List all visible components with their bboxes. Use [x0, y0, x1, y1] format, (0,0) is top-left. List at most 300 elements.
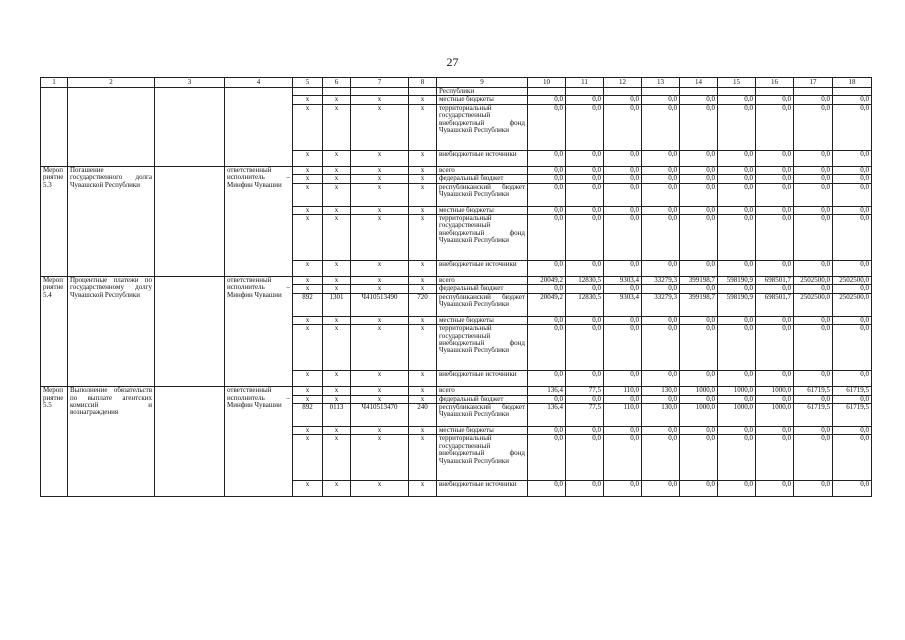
value-cell: 0,0 [756, 104, 794, 150]
value-cell: 0,0 [718, 481, 756, 497]
value-cell: 2502500,0 [794, 293, 833, 316]
code-cell-x: х [323, 150, 351, 166]
code-cell-x: х [323, 277, 351, 285]
value-cell: 0,0 [566, 316, 604, 324]
code-cell-x: х [351, 371, 409, 387]
value-cell: 0,0 [566, 325, 604, 371]
value-cell: 0,0 [528, 150, 566, 166]
budget-code-cell: 240 [409, 404, 437, 427]
code-cell-x: х [409, 316, 437, 324]
value-cell: 0,0 [756, 150, 794, 166]
budget-code-cell: Ч410513470 [351, 404, 409, 427]
value-cell: 0,0 [794, 215, 833, 261]
value-cell: 33279,3 [642, 293, 680, 316]
code-cell-x: х [351, 435, 409, 481]
value-cell: 2502500,0 [794, 277, 833, 285]
value-cell: 1000,0 [756, 387, 794, 395]
code-cell-x: х [293, 166, 323, 174]
value-cell: 0,0 [680, 150, 718, 166]
value-cell: 0,0 [604, 183, 642, 206]
value-cell: 20049,2 [528, 293, 566, 316]
value-cell: 0,0 [833, 206, 872, 214]
value-cell: 0,0 [756, 285, 794, 293]
value-cell: 0,0 [756, 215, 794, 261]
code-cell-x: х [323, 427, 351, 435]
code-cell-x: х [323, 96, 351, 104]
activity-executor: ответственный исполнитель – Минфин Чувашии [225, 387, 293, 497]
source-label: внебюджетные источники [437, 261, 528, 277]
value-cell: 2502500,0 [833, 293, 872, 316]
value-cell: 0,0 [642, 166, 680, 174]
header-cell: 6 [323, 78, 351, 88]
value-cell: 0,0 [794, 395, 833, 403]
code-cell-x: х [409, 277, 437, 285]
source-label: федеральный бюджет [437, 395, 528, 403]
value-cell: 136,4 [528, 387, 566, 395]
source-label: местные бюджеты [437, 427, 528, 435]
value-cell: 0,0 [604, 215, 642, 261]
table-row [41, 88, 872, 96]
code-cell-x: х [409, 285, 437, 293]
code-cell-x: х [293, 427, 323, 435]
source-label: внебюджетные источники [437, 481, 528, 497]
value-cell: 0,0 [566, 435, 604, 481]
value-cell: 0,0 [680, 395, 718, 403]
code-cell-x: х [351, 215, 409, 261]
activity-col3 [155, 166, 225, 276]
code-cell-x: х [409, 96, 437, 104]
source-label: федеральный бюджет [437, 285, 528, 293]
value-cell: 0,0 [833, 285, 872, 293]
code-cell-x: х [323, 387, 351, 395]
value-cell: 0,0 [680, 316, 718, 324]
code-cell-x: х [409, 206, 437, 214]
code-cell-x: х [351, 277, 409, 285]
source-label: территориальный государственный внебюджетный фонд Чувашской Республики [437, 215, 528, 261]
value-cell: 0,0 [528, 395, 566, 403]
value-cell: 0,0 [642, 435, 680, 481]
source-label: федеральный бюджет [437, 175, 528, 183]
value-cell: 0,0 [566, 261, 604, 277]
header-cell: 16 [756, 78, 794, 88]
value-cell: 0,0 [528, 325, 566, 371]
value-cell: 9303,4 [604, 277, 642, 285]
value-cell: 598190,9 [718, 293, 756, 316]
value-cell: 130,0 [642, 404, 680, 427]
code-cell-x: х [351, 104, 409, 150]
value-cell: 0,0 [642, 150, 680, 166]
code-cell-x: х [351, 183, 409, 206]
budget-code-cell: 892 [293, 293, 323, 316]
empty-cell [642, 88, 680, 96]
code-cell-x: х [293, 395, 323, 403]
value-cell: 698501,7 [756, 293, 794, 316]
code-cell-x: х [409, 481, 437, 497]
empty-cell [566, 88, 604, 96]
table-row [41, 387, 872, 395]
value-cell: 0,0 [604, 395, 642, 403]
value-cell: 0,0 [833, 215, 872, 261]
source-label: всего [437, 166, 528, 174]
source-label: территориальный государственный внебюджетный фонд Чувашской Республики [437, 325, 528, 371]
code-cell-x: х [293, 104, 323, 150]
value-cell: 0,0 [680, 435, 718, 481]
code-cell-x: х [351, 387, 409, 395]
header-cell: 10 [528, 78, 566, 88]
code-cell-x: х [351, 206, 409, 214]
activity-executor: ответственный исполнитель – Минфин Чувашии [225, 277, 293, 387]
code-cell-x: х [409, 395, 437, 403]
continuation-name [68, 88, 155, 167]
value-cell: 20049,2 [528, 277, 566, 285]
code-cell-x: х [293, 183, 323, 206]
table-row [41, 277, 872, 285]
value-cell: 0,0 [756, 325, 794, 371]
value-cell: 0,0 [833, 316, 872, 324]
value-cell: 1000,0 [718, 387, 756, 395]
value-cell: 110,0 [604, 387, 642, 395]
value-cell: 0,0 [604, 166, 642, 174]
code-cell-x: х [323, 435, 351, 481]
code-cell-x: х [351, 150, 409, 166]
code-cell-x: х [351, 175, 409, 183]
header-cell: 9 [437, 78, 528, 88]
value-cell: 0,0 [833, 150, 872, 166]
value-cell: 0,0 [794, 316, 833, 324]
code-cell-x: х [323, 104, 351, 150]
code-cell-x: х [351, 427, 409, 435]
value-cell: 0,0 [756, 96, 794, 104]
value-cell: 61719,5 [794, 404, 833, 427]
value-cell: 0,0 [528, 183, 566, 206]
value-cell: 0,0 [566, 285, 604, 293]
source-label: местные бюджеты [437, 316, 528, 324]
value-cell: 0,0 [718, 371, 756, 387]
value-cell: 110,0 [604, 404, 642, 427]
header-cell: 7 [351, 78, 409, 88]
value-cell: 0,0 [756, 395, 794, 403]
value-cell: 0,0 [718, 206, 756, 214]
continuation-executor [225, 88, 293, 167]
value-cell: 0,0 [756, 371, 794, 387]
source-label: территориальный государственный внебюджетный фонд Чувашской Республики [437, 104, 528, 150]
value-cell: 0,0 [680, 325, 718, 371]
value-cell: 0,0 [833, 166, 872, 174]
header-cell: 11 [566, 78, 604, 88]
value-cell: 0,0 [566, 215, 604, 261]
header-cell: 8 [409, 78, 437, 88]
code-cell-x: х [293, 481, 323, 497]
header-cell: 3 [155, 78, 225, 88]
value-cell: 0,0 [680, 96, 718, 104]
value-cell: 0,0 [756, 183, 794, 206]
value-cell: 0,0 [718, 285, 756, 293]
code-cell-x: х [323, 215, 351, 261]
code-cell-x: х [293, 285, 323, 293]
source-label: всего [437, 277, 528, 285]
value-cell: 0,0 [642, 175, 680, 183]
code-cell-x: х [323, 166, 351, 174]
value-cell: 0,0 [642, 316, 680, 324]
code-cell-x: х [293, 325, 323, 371]
value-cell: 0,0 [604, 96, 642, 104]
value-cell: 0,0 [718, 427, 756, 435]
value-cell: 0,0 [528, 371, 566, 387]
value-cell: 0,0 [528, 316, 566, 324]
value-cell: 0,0 [680, 104, 718, 150]
empty-cell [323, 88, 351, 96]
empty-cell [794, 88, 833, 96]
source-label: внебюджетные источники [437, 150, 528, 166]
value-cell: 0,0 [642, 261, 680, 277]
code-cell-x: х [293, 435, 323, 481]
code-cell-x: х [409, 435, 437, 481]
code-cell-x: х [351, 316, 409, 324]
value-cell: 0,0 [566, 104, 604, 150]
code-cell-x: х [409, 175, 437, 183]
value-cell: 0,0 [833, 395, 872, 403]
value-cell: 0,0 [794, 481, 833, 497]
value-cell: 0,0 [566, 150, 604, 166]
value-cell: 0,0 [680, 215, 718, 261]
value-cell: 0,0 [642, 96, 680, 104]
value-cell: 0,0 [566, 96, 604, 104]
value-cell: 33279,3 [642, 277, 680, 285]
value-cell: 0,0 [680, 166, 718, 174]
value-cell: 0,0 [528, 427, 566, 435]
value-cell: 0,0 [794, 104, 833, 150]
value-cell: 0,0 [833, 183, 872, 206]
value-cell: 0,0 [528, 285, 566, 293]
code-cell-x: х [323, 325, 351, 371]
value-cell: 0,0 [642, 371, 680, 387]
value-cell: 399198,7 [680, 277, 718, 285]
value-cell: 0,0 [794, 96, 833, 104]
code-cell-x: х [323, 481, 351, 497]
code-cell-x: х [323, 206, 351, 214]
code-cell-x: х [323, 261, 351, 277]
value-cell: 0,0 [794, 435, 833, 481]
value-cell: 0,0 [680, 481, 718, 497]
value-cell: 0,0 [756, 427, 794, 435]
value-cell: 0,0 [718, 395, 756, 403]
budget-code-cell: 892 [293, 404, 323, 427]
header-row [41, 78, 872, 88]
source-label: всего [437, 387, 528, 395]
continuation-col3 [155, 88, 225, 167]
empty-cell [528, 88, 566, 96]
value-cell: 0,0 [718, 96, 756, 104]
value-cell: 0,0 [680, 261, 718, 277]
source-label: местные бюджеты [437, 96, 528, 104]
code-cell-x: х [351, 395, 409, 403]
value-cell: 0,0 [718, 183, 756, 206]
value-cell: 12830,5 [566, 293, 604, 316]
source-label: республиканский бюджет Чувашской Республики [437, 404, 528, 427]
empty-cell [351, 88, 409, 96]
value-cell: 0,0 [756, 435, 794, 481]
value-cell: 130,0 [642, 387, 680, 395]
value-cell: 61719,5 [833, 387, 872, 395]
value-cell: 1000,0 [680, 387, 718, 395]
value-cell: 0,0 [566, 183, 604, 206]
value-cell: 0,0 [756, 316, 794, 324]
header-cell: 1 [41, 78, 68, 88]
value-cell: 77,5 [566, 387, 604, 395]
value-cell: 0,0 [604, 427, 642, 435]
source-label: внебюджетные источники [437, 371, 528, 387]
empty-cell [718, 88, 756, 96]
header-cell: 17 [794, 78, 833, 88]
value-cell: 0,0 [794, 150, 833, 166]
value-cell: 0,0 [794, 285, 833, 293]
value-cell: 0,0 [680, 285, 718, 293]
value-cell: 0,0 [833, 104, 872, 150]
value-cell: 0,0 [642, 481, 680, 497]
value-cell: 1000,0 [680, 404, 718, 427]
value-cell: 0,0 [528, 104, 566, 150]
value-cell: 0,0 [642, 395, 680, 403]
code-cell-x: х [351, 285, 409, 293]
activity-code: Мероприятие 5.4 [41, 277, 68, 387]
value-cell: 0,0 [604, 104, 642, 150]
value-cell: 0,0 [718, 150, 756, 166]
header-cell: 5 [293, 78, 323, 88]
value-cell: 0,0 [566, 175, 604, 183]
value-cell: 0,0 [566, 481, 604, 497]
value-cell: 0,0 [642, 206, 680, 214]
code-cell-x: х [409, 387, 437, 395]
value-cell: 0,0 [528, 261, 566, 277]
value-cell: 0,0 [604, 325, 642, 371]
code-cell-x: х [351, 166, 409, 174]
value-cell: 0,0 [604, 371, 642, 387]
value-cell: 0,0 [566, 166, 604, 174]
value-cell: 0,0 [718, 435, 756, 481]
value-cell: 0,0 [833, 371, 872, 387]
value-cell: 0,0 [794, 325, 833, 371]
activity-code: Мероприятие 5.5 [41, 387, 68, 497]
value-cell: 0,0 [566, 427, 604, 435]
code-cell-x: х [293, 316, 323, 324]
value-cell: 2502500,0 [833, 277, 872, 285]
value-cell: 0,0 [604, 261, 642, 277]
value-cell: 0,0 [794, 371, 833, 387]
value-cell: 9303,4 [604, 293, 642, 316]
value-cell: 0,0 [642, 215, 680, 261]
value-cell: 0,0 [833, 435, 872, 481]
value-cell: 0,0 [718, 166, 756, 174]
value-cell: 0,0 [528, 175, 566, 183]
value-cell: 0,0 [718, 104, 756, 150]
value-cell: 0,0 [756, 261, 794, 277]
value-cell: 77,5 [566, 404, 604, 427]
value-cell: 0,0 [528, 166, 566, 174]
value-cell: 0,0 [604, 175, 642, 183]
value-cell: 0,0 [833, 427, 872, 435]
code-cell-x: х [293, 387, 323, 395]
value-cell: 0,0 [528, 435, 566, 481]
value-cell: 598190,9 [718, 277, 756, 285]
code-cell-x: х [351, 325, 409, 371]
code-cell-x: х [293, 150, 323, 166]
code-cell-x: х [409, 325, 437, 371]
value-cell: 0,0 [528, 481, 566, 497]
header-cell: 4 [225, 78, 293, 88]
value-cell: 0,0 [794, 261, 833, 277]
empty-cell [680, 88, 718, 96]
value-cell: 0,0 [680, 183, 718, 206]
empty-cell [756, 88, 794, 96]
code-cell-x: х [409, 261, 437, 277]
code-cell-x: х [323, 285, 351, 293]
value-cell: 0,0 [642, 285, 680, 293]
value-cell: 136,4 [528, 404, 566, 427]
continuation-code [41, 88, 68, 167]
value-cell: 0,0 [794, 175, 833, 183]
value-cell: 0,0 [566, 206, 604, 214]
value-cell: 0,0 [756, 206, 794, 214]
value-cell: 698501,7 [756, 277, 794, 285]
header-cell: 15 [718, 78, 756, 88]
header-cell: 2 [68, 78, 155, 88]
source-label: республиканский бюджет Чувашской Республики [437, 183, 528, 206]
value-cell: 0,0 [604, 481, 642, 497]
value-cell: 0,0 [642, 427, 680, 435]
code-cell-x: х [323, 371, 351, 387]
value-cell: 0,0 [794, 166, 833, 174]
value-cell: 0,0 [604, 435, 642, 481]
page-number: 27 [446, 55, 459, 69]
value-cell: 0,0 [680, 371, 718, 387]
value-cell: 0,0 [833, 481, 872, 497]
code-cell-x: х [409, 166, 437, 174]
value-cell: 0,0 [642, 325, 680, 371]
source-label: республиканский бюджет Чувашской Республики [437, 293, 528, 316]
value-cell: 0,0 [718, 215, 756, 261]
value-cell: 0,0 [528, 206, 566, 214]
budget-table [40, 77, 872, 497]
source-label: Республики [437, 88, 528, 96]
code-cell-x: х [293, 371, 323, 387]
value-cell: 1000,0 [756, 404, 794, 427]
activity-col3 [155, 387, 225, 497]
code-cell-x: х [293, 261, 323, 277]
activity-name: Процентные платежи по государственному долгу Чувашской Республики [68, 277, 155, 387]
value-cell: 0,0 [604, 206, 642, 214]
value-cell: 0,0 [794, 183, 833, 206]
value-cell: 0,0 [718, 261, 756, 277]
value-cell: 12830,5 [566, 277, 604, 285]
budget-code-cell: Ч410513490 [351, 293, 409, 316]
value-cell: 0,0 [680, 206, 718, 214]
value-cell: 0,0 [680, 175, 718, 183]
code-cell-x: х [323, 395, 351, 403]
empty-cell [293, 88, 323, 96]
code-cell-x: х [323, 175, 351, 183]
value-cell: 0,0 [604, 285, 642, 293]
value-cell: 0,0 [794, 427, 833, 435]
value-cell: 0,0 [680, 427, 718, 435]
code-cell-x: х [409, 371, 437, 387]
header-cell: 18 [833, 78, 872, 88]
code-cell-x: х [351, 96, 409, 104]
value-cell: 0,0 [794, 206, 833, 214]
activity-col3 [155, 277, 225, 387]
value-cell: 0,0 [756, 481, 794, 497]
code-cell-x: х [351, 261, 409, 277]
budget-code-cell: 0113 [323, 404, 351, 427]
